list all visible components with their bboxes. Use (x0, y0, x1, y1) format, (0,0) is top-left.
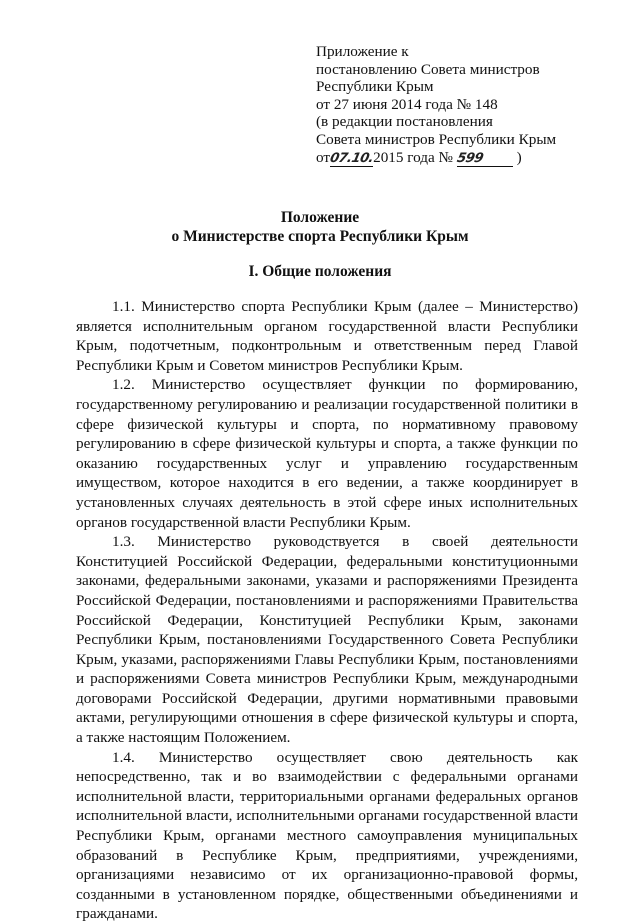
document-body (76, 297, 578, 924)
appendix-line: (в редакции постановления (316, 113, 493, 131)
appendix-line: Совета министров Республики Крым (316, 130, 557, 148)
paragraph-1-1: 1.1. Министерство спорта Республики Крым (далее – Министерство) является исполнительным органом государственной власти Республики Крым, подотчетным, подконтрольным и ответственным перед Главой Республики Крым и Советом министров Республики Крым. (76, 298, 578, 374)
appendix-line: Приложение к (316, 43, 409, 60)
paragraph-1-2: 1.2. Министерство осуществляет функции по формированию, государственному регулированию и реализации государственной политики в сфере физической культуры и спорта, по нормативному правовому регулированию в сфере физической культуры и спорта, а также функции по оказанию государственных услуг и управлению государственным имуществом, которое находится в его ведении, а также координирует в установленных случаях деятельность в этой сфере иных исполнительных органов государственной власти Республики Крым. (76, 376, 578, 531)
handwritten-date-text: 07.10. (328, 150, 375, 166)
handwritten-number-text: 599 (455, 150, 485, 166)
handwritten-number (457, 151, 513, 167)
appendix-header (316, 43, 616, 167)
paragraph-1-4: 1.4. Министерство осуществляет свою деятельность как непосредственно, так и во взаимодействии с федеральными органами исполнительной власти, территориальными органами федеральных органов исполнительной власти, исполнительными органами государственной власти Республики Крым, органами местного самоуправления муниципальных образований в Республике Крым, предприятиями, учреждениями, организациями независимо от их организационно-правовой формы, созданными в установленном порядке, общественными объединениями и гражданами. (76, 748, 578, 923)
appendix-amendment-line (316, 149, 616, 167)
appendix-line: Республики Крым (316, 78, 434, 96)
paragraph-1-3: 1.3. Министерство руководствуется в своей деятельности Конституцией Российской Федерации, федеральными конституционными законами, федеральными законами, указами и распоряжениями Президента Российской Федерации, постановлениями и распоряжениями Правительства Российской Федерации, Конституцией Республики Крым, законами Республики Крым, постановлениями Государственного Совета Республики Крым, указами, распоряжениями Главы Республики Крым, постановлениями и распоряжениями Совета министров Республики Крым, международными договорами Российской Федерации, другими нормативными правовыми актами, регулирующими отношения в сфере физической культуры и спорта, а также настоящим Положением. (76, 533, 578, 747)
appendix-line: от 27 июня 2014 года № 148 (316, 95, 498, 113)
section-heading: I. Общие положения (248, 263, 392, 280)
amendment-middle: 2015 года № (373, 148, 454, 166)
handwritten-date (330, 151, 373, 167)
amendment-prefix: от (316, 148, 331, 166)
document-subtitle: о Министерстве спорта Республики Крым (171, 228, 469, 245)
document-title: Положение (280, 209, 360, 226)
amendment-suffix: ) (516, 148, 522, 166)
appendix-line: постановлению Совета министров (316, 60, 540, 78)
